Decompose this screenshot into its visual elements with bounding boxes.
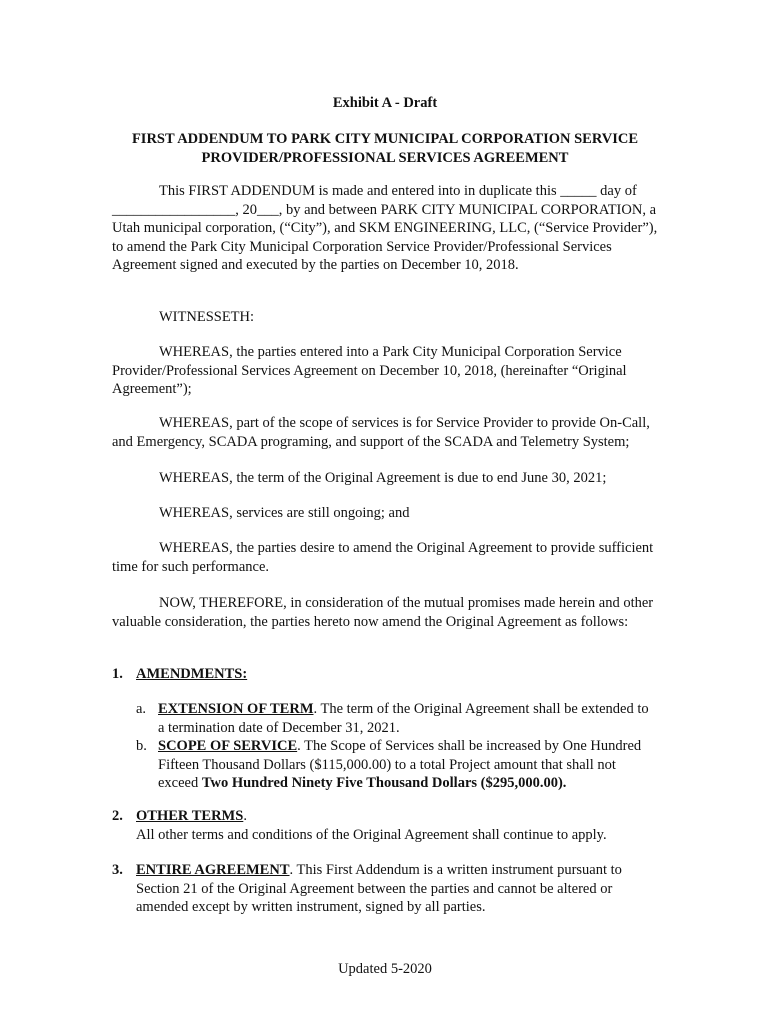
section-2 [112, 807, 658, 844]
section-3-body [112, 861, 658, 917]
section-2-title-suffix: . [243, 808, 247, 824]
section-1-number: 1. [112, 666, 123, 682]
now-therefore-paragraph: NOW, THEREFORE, in consideration of the mutual promises made herein and other valuable consideration, the parties hereto now amend the Original Agreement as follows: [112, 595, 654, 630]
item-a-body [158, 700, 658, 737]
section-3-number: 3. [112, 862, 123, 878]
section-2-title: OTHER TERMS [136, 808, 244, 824]
section-2-number: 2. [112, 808, 123, 824]
item-a-heading: EXTENSION OF TERM [158, 701, 314, 717]
whereas-paragraph-4: WHEREAS, services are still ongoing; and [159, 505, 410, 521]
witnesseth-heading: WITNESSETH: [159, 309, 255, 325]
document-title-line-1: FIRST ADDENDUM TO PARK CITY MUNICIPAL CORPORATION SERVICE [131, 131, 639, 147]
section-1-title: AMENDMENTS: [136, 666, 248, 682]
whereas-paragraph-2: WHEREAS, part of the scope of services is for Service Provider to provide On-Call, and Emergency, SCADA programing, and support of the SCADA and Telemetry System; [112, 415, 650, 450]
whereas-paragraph-1: WHEREAS, the parties entered into a Park City Municipal Corporation Service Provider/Professional Services Agreement on December 10, 2018, (hereinafter “Original Agreement”); [112, 344, 627, 397]
section-3 [112, 861, 658, 917]
item-b-label: b. [136, 738, 147, 754]
section-2-text: All other terms and conditions of the Original Agreement shall continue to apply. [136, 826, 607, 843]
exhibit-title: Exhibit A - Draft [332, 95, 438, 111]
item-a-text: . The term of the Original Agreement shall be extended to a termination date of December 31, 2021. [158, 701, 649, 736]
section-1-heading [112, 665, 247, 684]
whereas-paragraph-5: WHEREAS, the parties desire to amend the Original Agreement to provide sufficient time for such performance. [112, 540, 654, 575]
whereas-paragraph-3: WHEREAS, the term of the Original Agreement is due to end June 30, 2021; [159, 470, 607, 486]
section-3-title: ENTIRE AGREEMENT [136, 862, 290, 878]
document-title [0, 130, 770, 167]
item-b-body [158, 737, 658, 793]
section-3-text: . This First Addendum is a written instrument pursuant to Section 21 of the Original Agreement between the parties and cannot be altered or amended except by written instrument, signed by all parties. [136, 862, 622, 915]
document-title-line-2: PROVIDER/PROFESSIONAL SERVICES AGREEMENT [201, 149, 569, 166]
footer-updated: Updated 5-2020 [338, 961, 432, 977]
item-b-amount: Two Hundred Ninety Five Thousand Dollars ($295,000.00). [201, 775, 567, 791]
item-b-heading: SCOPE OF SERVICE [158, 738, 298, 754]
intro-paragraph: This FIRST ADDENDUM is made and entered into in duplicate this _____ day of _________________, 20___, by and between PARK CITY MUNICIPAL CORPORATION, a Utah municipal corporation, (“City”), and SKM ENGINEERING, LLC, (“Service Provider”), to amend the Park City Municipal Corporation Service Provider/Professional Services Agreement signed and executed by the parties on December 10, 2018. [112, 183, 658, 273]
item-b-text: . The Scope of Services shall be increased by One Hundred Fifteen Thousand Dollars ($115,000.00) to a total Project amount that shall not exceed [158, 738, 642, 791]
item-a-label: a. [136, 701, 147, 717]
